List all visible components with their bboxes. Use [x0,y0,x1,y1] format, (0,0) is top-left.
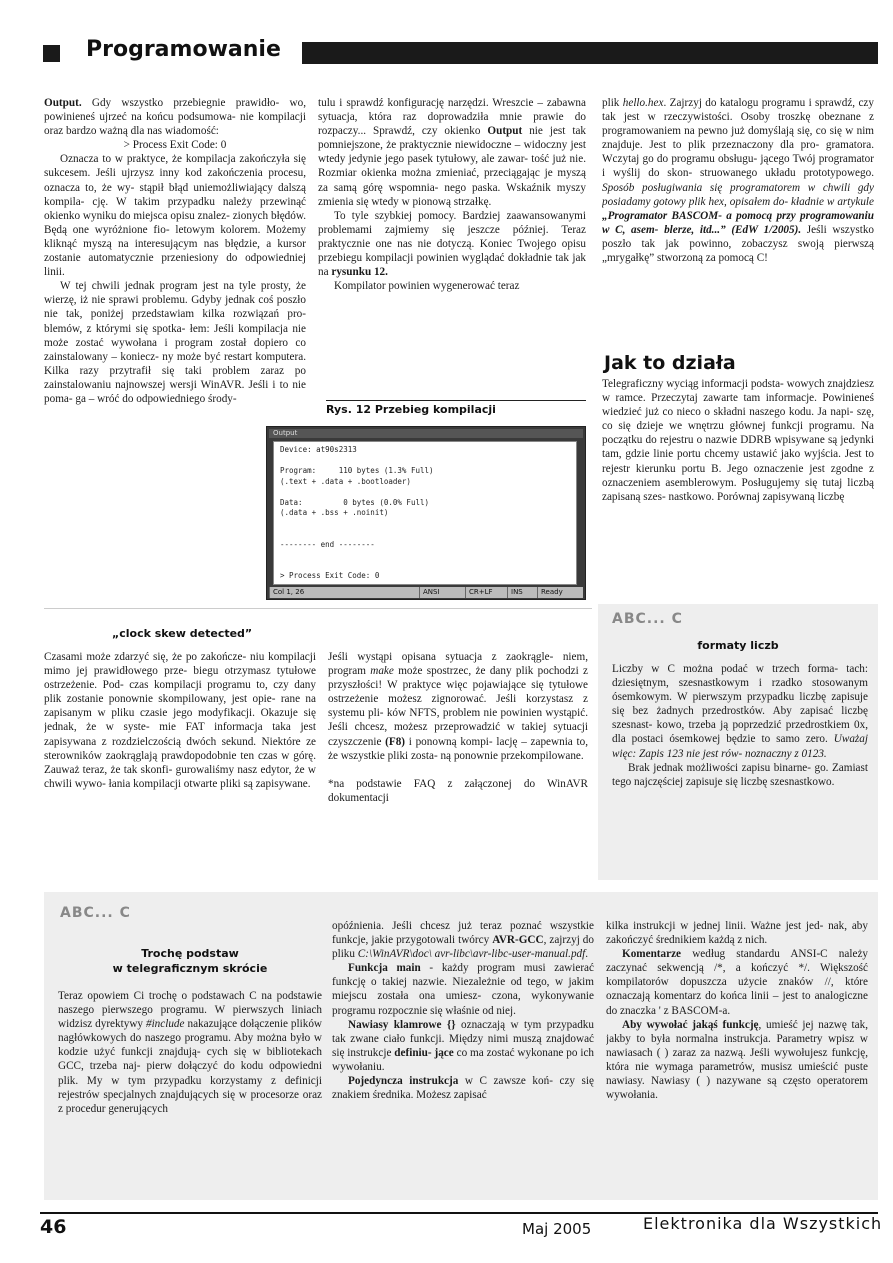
output-line: > Process Exit Code: 0 [280,571,380,580]
paragraph: kilka instrukcji w jednej linii. Ważne jest jed- nak, aby zakończyć średnikiem każdą z nich. [606,920,868,947]
paragraph: tulu i sprawdź konfigurację narzędzi. Wreszcie – zabawna sytuacja, która raz doprowadziła mnie prawie do rozpaczy... Sprawdź, czy okienko Output nie jest tak pomniejszone, że praktycznie niewidoczne – widoczny jest wtedy jedynie jego pasek tytułowy, ale zawar- tość już nie. Rozmiar okienka można zmieniać, przeciągając je myszą za samą górę wspomnia- nego paska. Wskaźnik myszy zmienia się wtedy w pionową strzałkę. [318,97,586,208]
output-line: (.text + .data + .bootloader) [280,476,411,486]
paragraph: Komentarze według standardu ANSI-C należy zaczynać sekwencją /*, a kończyć */. Większość kompilatorów dopuszcza użycie znaków //, które oznaczają komentarz do końca linii – jest to analogiczne do znaczka ' z BASCOM-a. [606,948,868,1017]
section-header [40,36,878,70]
box1-abc-label: ABC... C [612,611,683,627]
box2-column-3 [606,919,868,1191]
box2-title-line2: w telegraficznym skrócie [112,962,268,975]
paragraph: Teraz opowiem Ci trochę o podstawach C na podstawie naszego pierwszego programu. W pierwszych liniach widzisz dyrektywy #include nakazujące dołączenie plików nagłówkowych do naszego programu. Aby można było w kodzie użyć funkcji znajdują- cych się w bibliotekach GCC, trzeba naj- pierw dołączyć do kodu odpowiedni plik. My w tym przypadku korzystamy z definicji rejestrów specjalnych znajdujących się w procesorze oraz z procedur generujących [58,990,322,1115]
output-line: (.data + .bss + .noinit) [280,508,389,517]
paragraph: Aby wywołać jakąś funkcję, umieść jej nazwę tak, jakby to była normalna instrukcja. Parametry wpisz w nawiasach ( ) zaraz za nazwą. Jeśli wywołujesz funkcję, która nie wymaga parametrów, musisz umieścić puste nawiasy. Nawiasy ( ) nazywane są często operatorem wywołania. [606,1018,868,1102]
paragraph: Telegraficzny wyciąg informacji podsta- wowych znajdziesz w ramce. Przeczytaj zawarte tam informacje. Powinieneś wiedzieć już co nieco o składni naszego kodu. Ja napi- szę, co się dzieje we wnętrzu głównej funkcji programu. Na początku do rejestru o nazwie DDRB wpisywane są jedynki tam, gdzie linie portu chcemy ustawić jako wyjścia. Jest to rejestr kierunku portu B. Jego oznaczenie jest zgodne z oznaczeniem asemblerowym. Posługujemy się tutaj liczbą zapisaną szes- nastkowo. Porównaj zapisywaną liczbę [602,378,874,503]
paragraph: W tej chwili jednak program jest na tyle prosty, że wierzę, iż nie sprawi problemu. Gdyby jednak coś poszło nie tak, poniżej przedstawiam kilka rozwiązań pro- blemów, z którymi się spotka- łem: Jeśli kompilacja nie może zostać wywołana i program został dopiero co zainstalowany – koniecz- ny może być restart komputera. Kilka razy przytrafił się taki problem zaraz po zainstalowaniu najnowszej wersji WinAVR. Jeśli i to nie poma- ga – wróć do odpowiedniego środy- [44,280,306,405]
paragraph: Oznacza to w praktyce, że kompilacja zakończyła się sukcesem. Jeśli ujrzysz inny kod zakończenia procesu, oznacza to, że wy- stąpił błąd uniemożliwiający dalszą kompila- cję. W takim przypadku należy przewinąć okienko wyniku do miejsca opisu znalez- zionych błędów. Będą one wyróżnione fio- letowym kolorem. Możemy kliknąć myszą na interesującym nas błędzie, a kursor zostanie automatycznie przeniesiony do odpowiedniej linii. [44,153,306,279]
box2-abc-label: ABC... C [60,905,131,921]
output-line: Program: 110 bytes (1.3% Full) [280,466,434,475]
header-bar [302,42,878,64]
window-titlebar: Output [269,429,583,438]
paragraph: Brak jednak możliwości zapisu binarne- go. Zamiast tego najczęściej zapisuje się liczbę szesnastkowo. [612,761,868,788]
section-title: Programowanie [86,37,281,62]
magazine-name: Elektronika dla Wszystkich [643,1214,883,1233]
section-divider [44,608,592,609]
figure-output-window [266,426,586,600]
paragraph: To tyle szybkiej pomocy. Bardziej zaawansowanymi problemami zajmiemy się jeszcze później. Teraz praktycznie one nas nie dotyczą. Koniec Twojego opisu przebiegu kompilacji powinien wyglądać dokładnie tak jak na rysunku 12. [318,209,586,279]
figure-caption: Rys. 12 Przebieg kompilacji [326,400,586,416]
clock-skew-left [44,650,316,880]
page-number: 46 [40,1216,67,1238]
box2-column-1 [58,989,322,1189]
paragraph [328,763,588,777]
paragraph: Output. Gdy wszystko przebiegnie prawidło- wo, powinieneś ujrzeć na końcu podsumowa- nie kompilacji oraz bardzo ważną dla nas wiadomość: [44,97,306,138]
column-3 [602,96,874,346]
box1-body [612,662,868,872]
paragraph: Czasami może zdarzyć się, że po zakończe- niu kompilacji mimo jej prawidłowego prze- biegu otrzymasz tytułowe ostrzeżenie. Pod- czas kompilacji programu to, czy dany plik zostanie ponownie skompilowany, jest opie- rane na zapisanym w pliku czasie jego modyfikacji. Okazuje się jednak, że w syste- mie FAT informacja taka jest zapisywana z rozdzielczością dwóch sekund. Niektóre ze sterowników zaokrąglają prawdopodobnie ten czas w górę. Zauważ teraz, że tak skonfi- gurowaliśmy nasz edytor, że w chwili wywo- łania kompilacji otwarte pliki są zapisywane. [44,651,316,790]
clock-skew-right [328,650,588,880]
paragraph: Kompilator powinien wygenerować teraz [334,280,520,293]
paragraph: plik hello.hex. Zajrzyj do katalogu programu i sprawdź, czy tak jest w rzeczywistości. Osoby troszkę obeznane z programowaniem na pewno już domyślają się, co się w nim znajduje. Jest to plik przeznaczony dla pro- gramatora. Wczytaj go do programu obsługu- jącego Twój programator i wyślij do skon- struowanego układu prototypowego. Sposób posługiwania się programatorem w chwili gdy posiadamy gotowy plik hex, opisałem do- kładnie w artykule „Programator BASCOM- a pomocą przy programowaniu w C, asem- blerze, itd...” (EdW 1/2005). Jeśli wszystko poszło tak jak powinno, zobaczysz swoją pierwszą „mrygałkę” stworzoną za pomocą C! [602,97,874,265]
paragraph: *na podstawie FAQ z załączonej do WinAVR dokumentacji [328,777,588,804]
box2-column-2 [332,919,594,1191]
paragraph: > Process Exit Code: 0 [123,139,227,152]
paragraph: Jeśli wystąpi opisana sytuacja z zaokrągle- niem, program make może spostrzec, że dany plik pochodzi z przyszłości! W praktyce więc pojawiające się tytułowe ostrzeżenie możesz zignorować. Jeśli korzystasz z systemu pli- ków NFTS, problem nie powinien wystąpić. Jeśli chcesz, możesz przeprowadzić w takiej sytuacji czyszczenie (F8) i ponowną kompi- lację – zapewnia to, że wszystkie pliki zosta- ną ponownie przekompilowane. [328,651,588,762]
output-line: Data: 0 bytes (0.0% Full) [280,497,430,507]
status-field: Col 1, 26 [269,587,304,598]
paragraph: Funkcja main - każdy program musi zawierać funkcję o takiej nazwie. Niezależnie od tego, w jakim miejscu została ona umiesz- czona, wykonywanie programu rozpocznie się właśnie od niej. [332,962,594,1017]
header-square-icon [43,45,60,62]
output-text-area [273,441,577,585]
output-line: -------- end -------- [280,539,375,549]
box1-title: formaty liczb [697,639,779,652]
box2-title-line1: Trochę podstaw [141,947,239,960]
heading-rule [602,354,874,355]
paragraph: Pojedyncza instrukcja w C zawsze koń- czy się znakiem średnika. Możesz zapisać [332,1075,594,1102]
clock-skew-title: „clock skew detected” [112,627,253,640]
status-field: ANSI [419,587,440,598]
status-field: CR+LF [465,587,493,598]
paragraph: Nawiasy klamrowe {} oznaczają w tym przypadku tak zwane ciało funkcji. Między nimi muszą znajdować się instrukcje definiu- jące co ma zostać wykonane po ich wywołaniu. [332,1018,594,1073]
paragraph: opóźnienia. Jeśli chcesz już teraz poznać wszystkie funkcje, jakie przygotowali twórcy AVR-GCC, zajrzyj do pliku C:\WinAVR\doc\ avr-libc\avr-libc-user-manual.pdf. [332,920,594,961]
window-statusbar [269,587,583,598]
status-field: Ready [537,587,563,598]
output-line: Device: at90s2313 [280,445,357,454]
column-2 [318,96,586,386]
issue-date: Maj 2005 [522,1220,592,1238]
jak-to-dziala-heading: Jak to działa [604,352,736,374]
paragraph: Liczby w C można podać w trzech forma- tach: dziesiętnym, szesnastkowym i rzadko stosowanym ósemkowym. W pierwszym przypadku liczbę zapisuje się bez żadnych przedrostków. Aby zapisać liczbę szesnast- kowo, trzeba ją poprzedzić przedrostkiem 0x, dla postaci ósemkowej będzie to samo zero. Uważaj więc: Zapis 123 nie jest rów- noznaczny z 0123. [612,663,868,760]
column-3-body [602,377,874,587]
status-field: INS [507,587,523,598]
